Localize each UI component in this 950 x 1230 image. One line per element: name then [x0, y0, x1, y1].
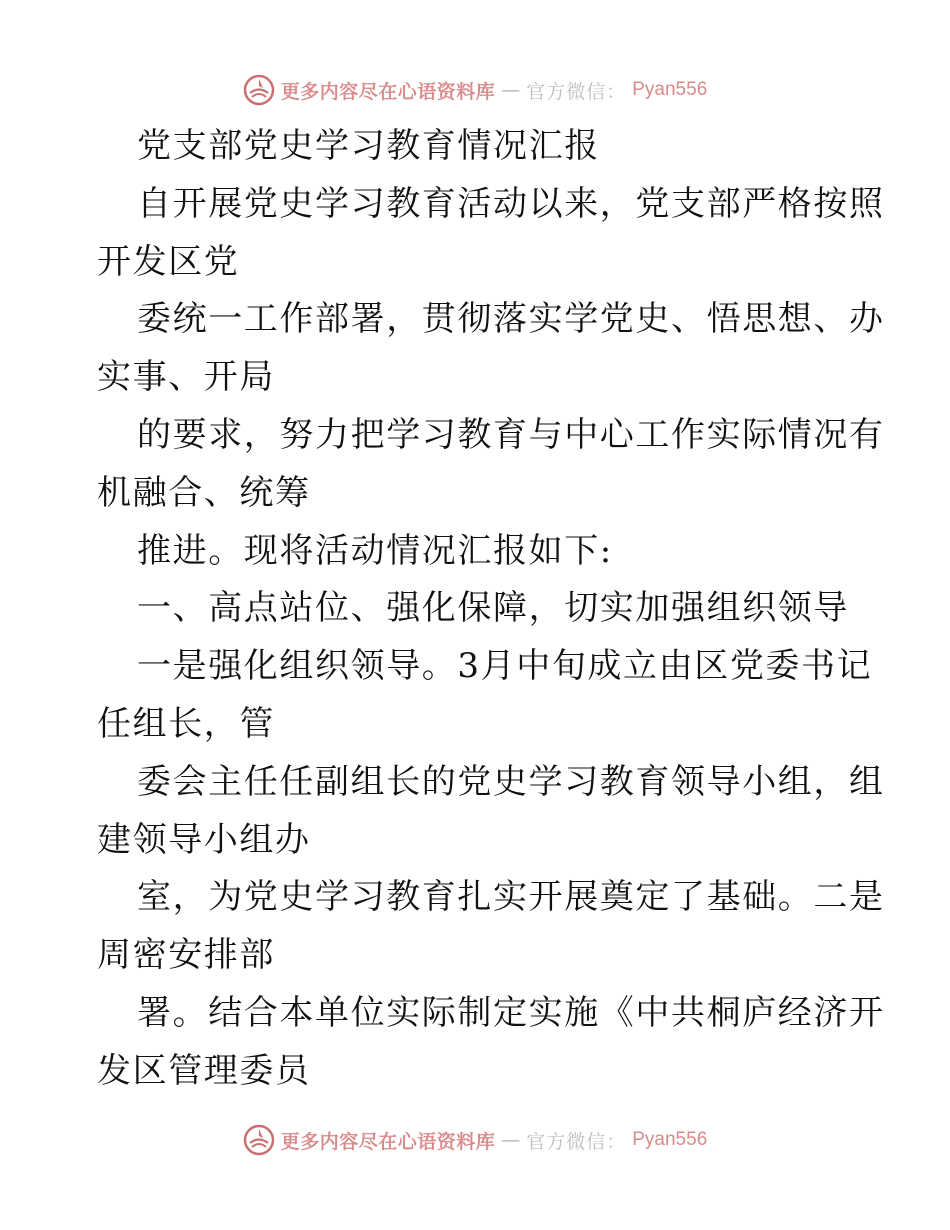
book-quill-logo-icon	[243, 74, 275, 106]
watermark-dash: —	[501, 79, 521, 101]
watermark-site-text: 更多内容尽在心语资料库	[280, 1130, 496, 1153]
watermark-wechat-id: Pyan556	[632, 79, 708, 100]
section-heading: 一、高点站位、强化保障，切实加强组织领导	[137, 588, 849, 629]
paragraph-line: 自开展党史学习教育活动以来，党支部严格按照	[137, 183, 885, 224]
paragraph-line: 周密安排部	[97, 935, 275, 976]
paragraph-line: 开发区党	[97, 241, 240, 282]
watermark-header	[0, 70, 950, 110]
paragraph-line: 实事、开局	[97, 357, 275, 398]
paragraph-line: 的要求，努力把学习教育与中心工作实际情况有	[137, 414, 885, 455]
watermark-wechat-label: 官方微信：	[526, 1130, 627, 1153]
paragraph-line: 机融合、统筹	[97, 472, 311, 513]
paragraph-line: 委统一工作部署，贯彻落实学党史、悟思想、办	[137, 299, 885, 340]
paragraph-line: 署。结合本单位实际制定实施《中共桐庐经济开	[137, 992, 885, 1033]
paragraph-line: 推进。现将活动情况汇报如下:	[137, 530, 613, 571]
watermark-wechat-label: 官方微信：	[526, 80, 627, 103]
paragraph-line: 建领导小组办	[97, 819, 311, 860]
watermark-wechat-id: Pyan556	[632, 1129, 708, 1150]
paragraph-line: 发区管理委员	[97, 1050, 311, 1091]
paragraph-line: 任组长，管	[97, 703, 275, 744]
paragraph-line: 室，为党史学习教育扎实开展奠定了基础。二是	[137, 877, 885, 918]
watermark-footer	[0, 1120, 950, 1160]
book-quill-logo-icon	[243, 1124, 275, 1156]
watermark-site-text: 更多内容尽在心语资料库	[280, 80, 496, 103]
document-body	[97, 118, 885, 1101]
watermark-dash: —	[501, 1129, 521, 1151]
paragraph-line: 委会主任任副组长的党史学习教育领导小组，组	[137, 761, 885, 802]
document-title: 党支部党史学习教育情况汇报	[137, 126, 600, 166]
paragraph-line: 一是强化组织领导。3月中旬成立由区党委书记	[137, 646, 873, 687]
